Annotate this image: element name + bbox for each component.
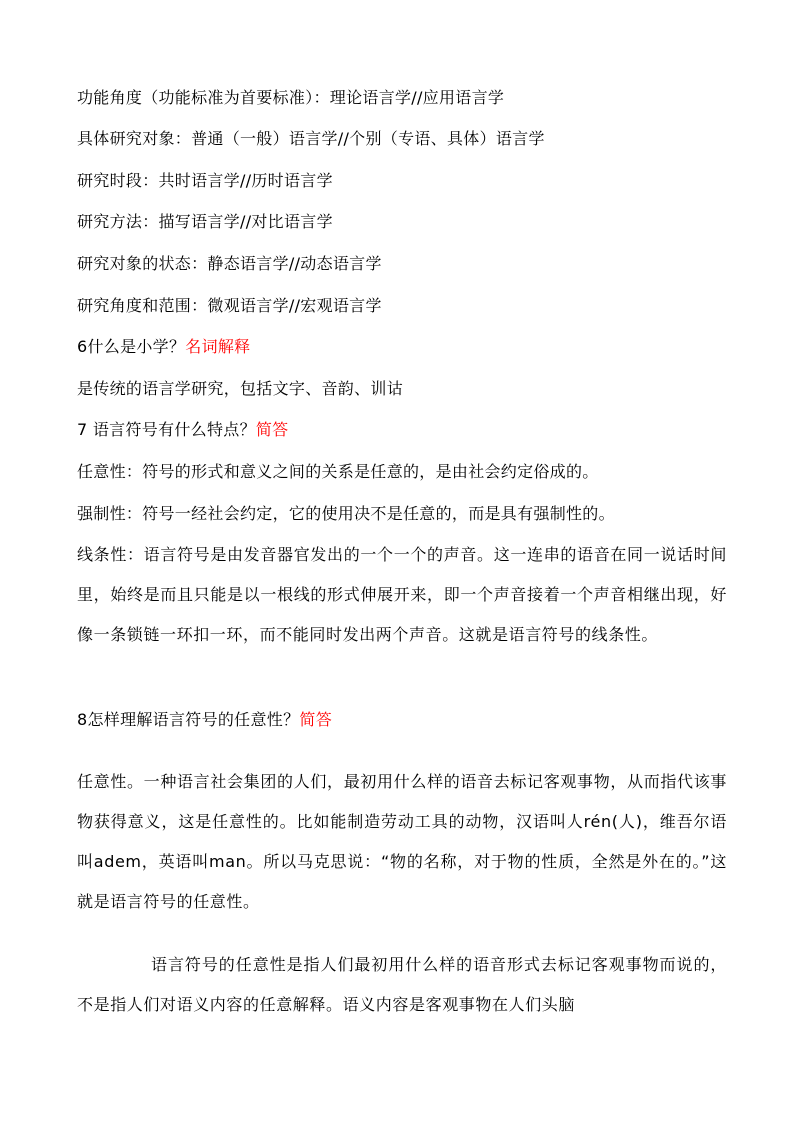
question-6-text: 6什么是小学？ (77, 337, 186, 356)
question-7-tag: 简答 (255, 420, 289, 439)
question-7-heading (77, 420, 727, 440)
question-7-text: 7 语言符号有什么特点？ (77, 420, 256, 439)
classification-object: 具体研究对象：普通（一般）语言学//个别（专语、具体）语言学 (77, 129, 545, 148)
question-8-answer-paragraph-1: 任意性。一种语言社会集团的人们，最初用什么样的语音去标记客观事物，从而指代该事物获得意义，这是任意性的。比如能制造劳动工具的动物，汉语叫人rén(人)，维吾尔语叫adem，英语叫man。所以马克思说：“物的名称，对于物的性质，全然是外在的。”这就是语言符号的任意性。 (77, 772, 727, 911)
question-8-answer-paragraph-2: 语言符号的任意性是指人们最初用什么样的语音形式去标记客观事物而说的，不是指人们对语义内容的任意解释。语义内容是客观事物在人们头脑 (77, 955, 727, 1014)
question-7-answer-linearity: 线条性：语言符号是由发音器官发出的一个一个的声音。这一连串的语音在同一说话时间里，始终是而且只能是以一根线的形式伸展开来，即一个声音接着一个声音相继出现，好像一条锁链一环扣一环，而不能同时发出两个声音。这就是语言符号的线条性。 (77, 545, 727, 644)
question-8-heading (77, 710, 727, 730)
classification-method: 研究方法：描写语言学//对比语言学 (77, 212, 333, 231)
classification-scope: 研究角度和范围：微观语言学//宏观语言学 (77, 296, 382, 315)
classification-period: 研究时段：共时语言学//历时语言学 (77, 171, 333, 190)
question-6-heading (77, 337, 727, 357)
classification-functional: 功能角度（功能标准为首要标准）：理论语言学//应用语言学 (77, 88, 505, 107)
question-8-tag: 简答 (299, 710, 332, 729)
classification-state: 研究对象的状态：静态语言学//动态语言学 (77, 254, 382, 273)
question-8-text: 8怎样理解语言符号的任意性？ (77, 710, 300, 729)
question-6-answer: 是传统的语言学研究，包括文字、音韵、训诂 (77, 379, 404, 398)
question-7-answer-mandatory: 强制性：符号一经社会约定，它的使用决不是任意的，而是具有强制性的。 (77, 504, 615, 523)
question-6-tag: 名词解释 (185, 337, 251, 356)
question-7-answer-arbitrariness: 任意性：符号的形式和意义之间的关系是任意的，是由社会约定俗成的。 (77, 462, 599, 481)
